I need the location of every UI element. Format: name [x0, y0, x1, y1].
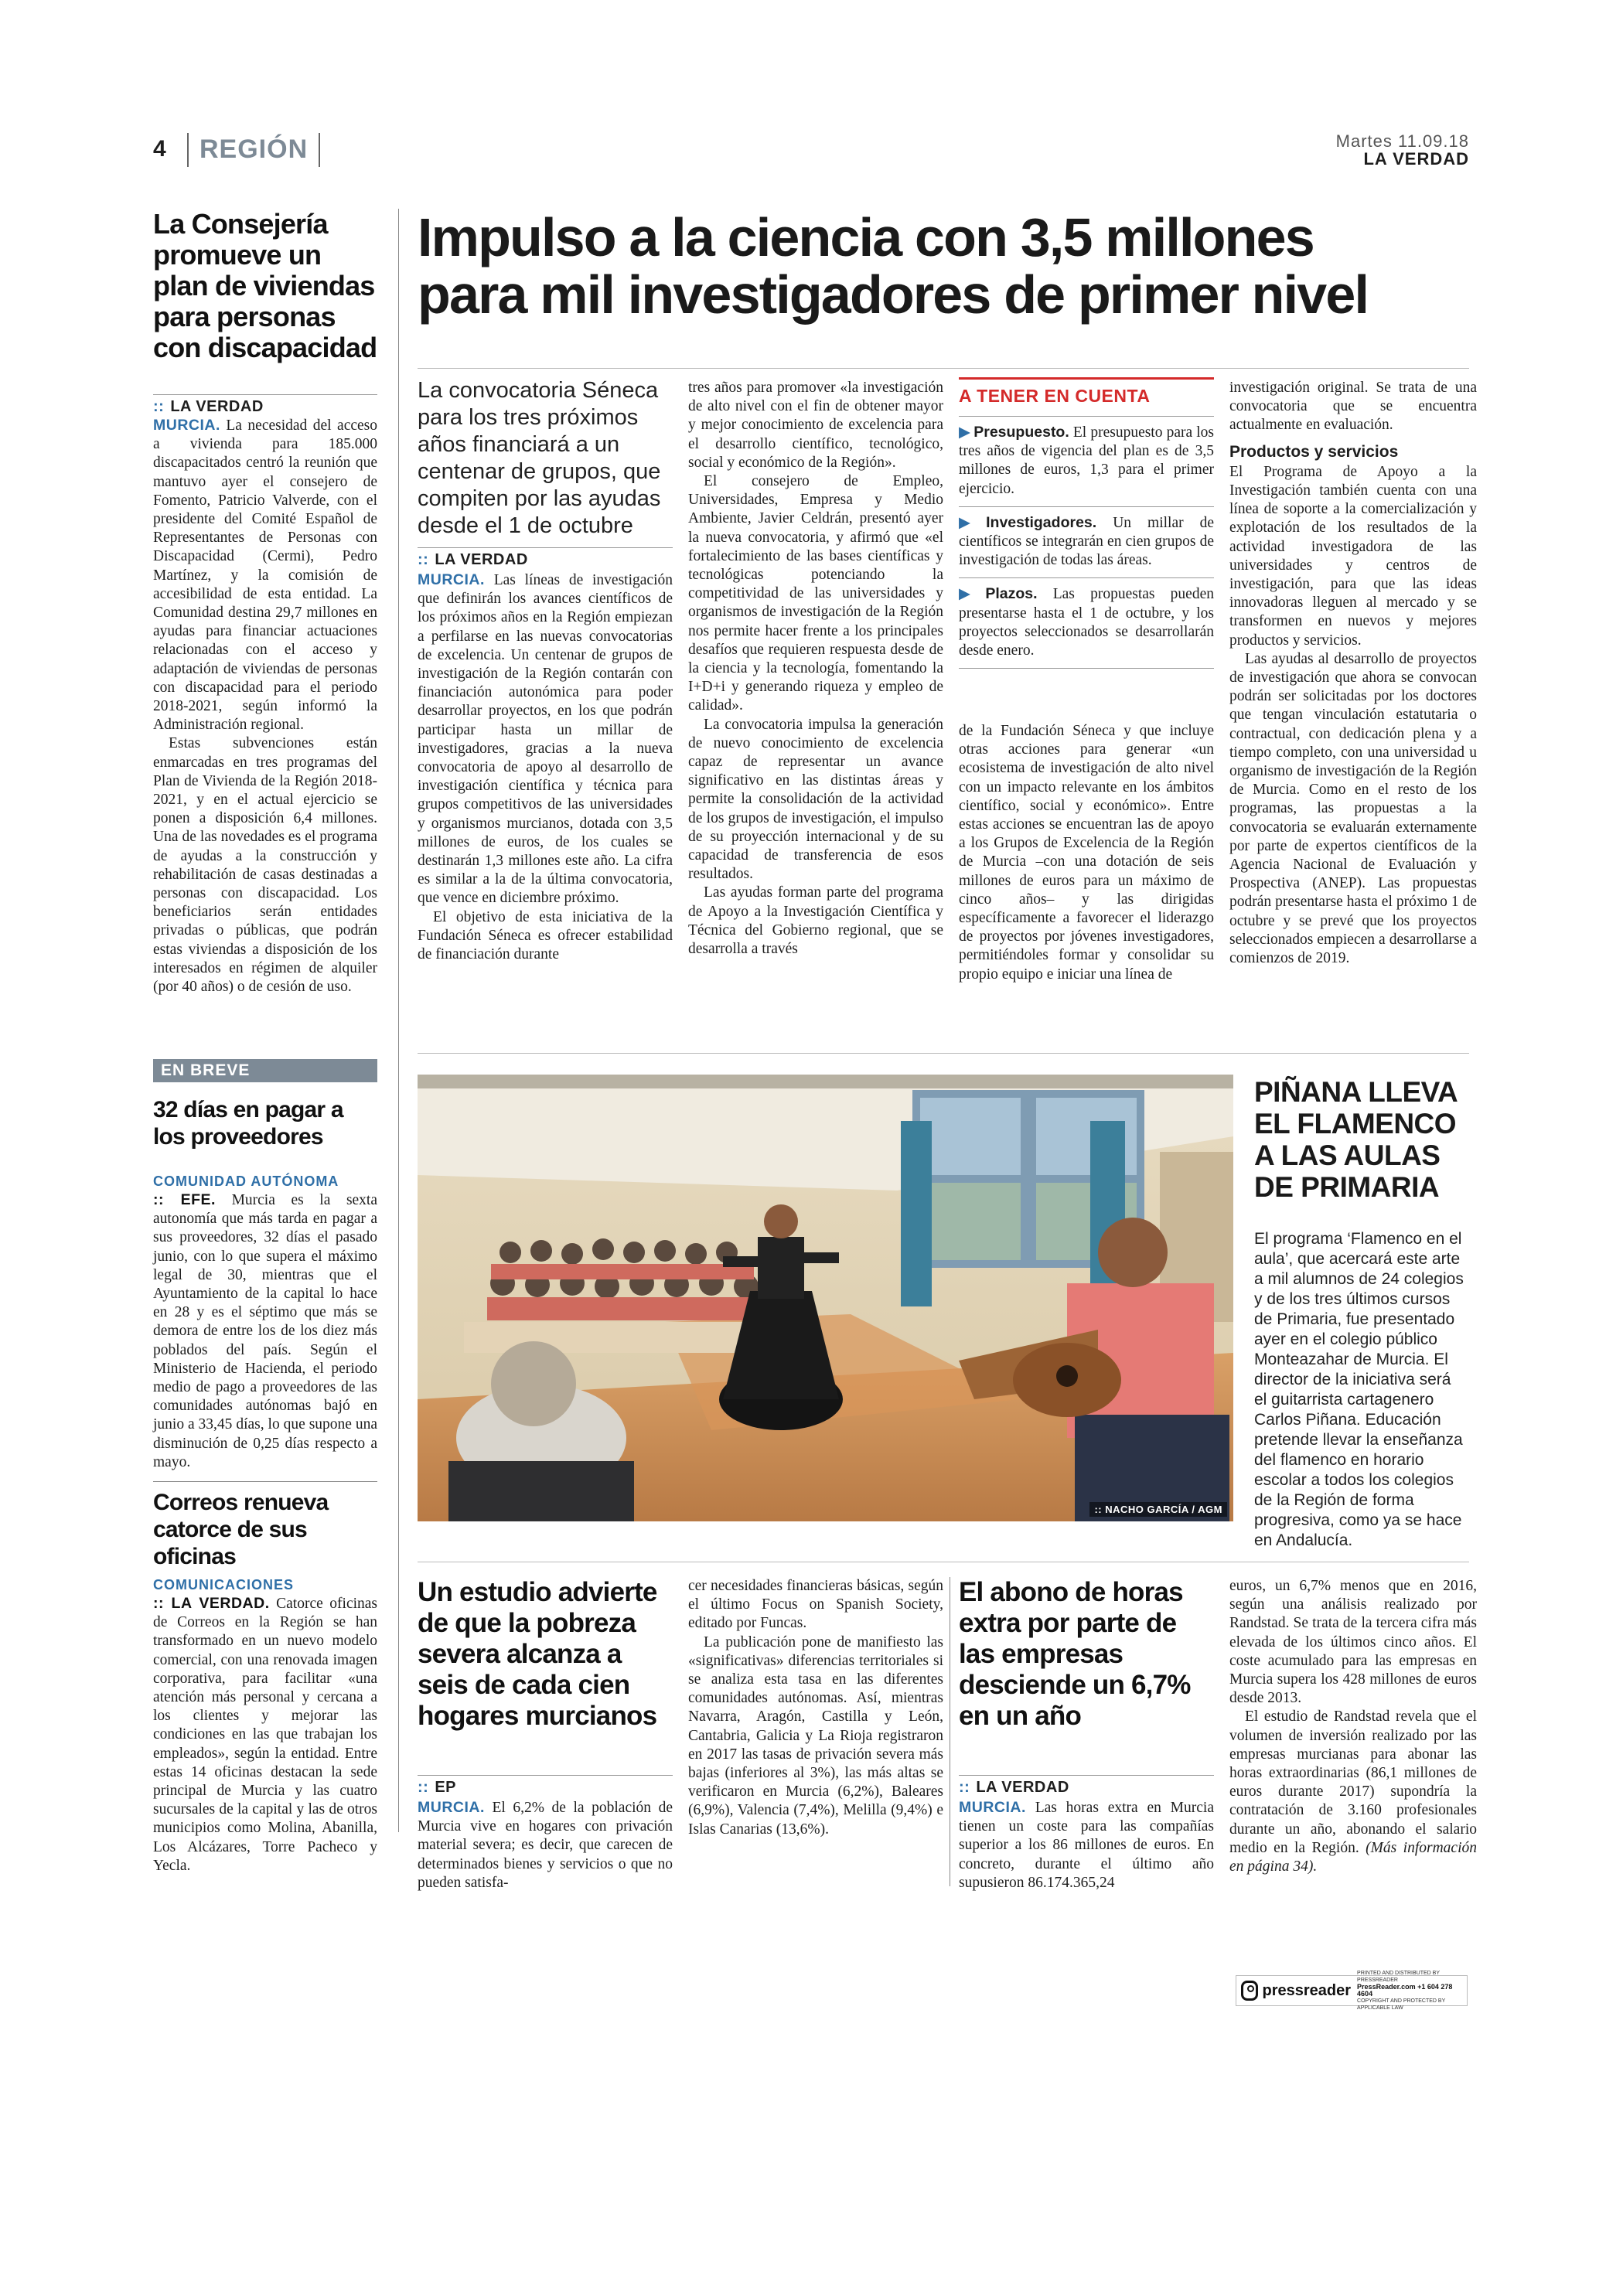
- brief2-headline: Correos renueva catorce de sus oficinas: [153, 1490, 329, 1569]
- header-rule-left: [187, 133, 189, 167]
- main-headline-line2: para mil investigadores de primer nivel: [418, 264, 1369, 325]
- pressreader-badge[interactable]: [1236, 1971, 1468, 2011]
- header-date: Martes 11.09.18: [1335, 131, 1469, 151]
- poverty-byline: [418, 1775, 673, 1797]
- factbox-item: ▶ Presupuesto. El presupuesto para los tres años de vigencia del plan es de 3,5 millones de euros, 1,3 para el primer ejercicio.: [959, 417, 1214, 507]
- sidebar-body: [153, 416, 377, 996]
- photo-credit: :: NACHO GARCÍA / AGM: [1089, 1502, 1227, 1517]
- location-tag: MURCIA.: [418, 1799, 485, 1816]
- overtime-col1: MURCIA. Las horas extra en Murcia tienen un coste para las compañías superior a los 86 millones de euros. En concreto, durante el último año supusieron 86.174.365,24: [959, 1799, 1214, 1891]
- byline-dots: ::: [959, 1779, 970, 1796]
- triangle-bullet-icon: ▶: [959, 586, 983, 603]
- poverty-col2: cer necesidades financieras básicas, según el último Focus on Spanish Society, editado por Funcas. La publicación pone de manifiesto las «significativas» diferencias territoriales si se analiza esta tasa en las diferentes comunidades autónomas. Así, mientras Navarra, Aragón, Castilla y León, Cantabria, Galicia y La Rioja registraron en 2017 las tasas de privación severa más bajas (inferiores al 3%), las más altas se verificaron en Murcia (6,2%), Baleares (6,9%), Valencia (7,4%), Melilla (9,4%) e Islas Canarias (13,6%).: [688, 1578, 943, 1838]
- page-number: 4: [153, 136, 166, 162]
- overtime-byline: [959, 1775, 1214, 1797]
- overtime-col2: euros, un 6,7% menos que en 2016, según una análisis realizado por Randstad. Se trata de la tercera cifra más elevada de los últimos cinco años. El coste acumulado para las empresas en Murcia supera los 428 millones de euros desde 2013. El estudio de Randstad revela que el volumen de inversión realizado por las empresas murcianas para abonar las horas extraordinarias (86,1 millones de euros durante 2017) supondría la contratación de 3.160 profesionales durante un año, abonando el salario medio en la Región. (Más información en página 34).: [1229, 1578, 1477, 1875]
- brief1-body: :: EFE. Murcia es la sexta autonomía que más tarda en pagar a sus proveedores, 32 días el pasado junio, con lo que supera el máximo legal de 30, mientras que el Ayuntamiento de la capital lo hace en 28 y es el séptimo que más se demora de entre los de los diez más poblados del país. Según el Ministerio de Hacienda, el periodo medio de pago a proveedores de las comunidades autónomas bajó en junio a 33,45 días, lo que supone una disminución de 0,25 días respecto a mayo.: [153, 1191, 378, 1470]
- factbox-item: ▶ Plazos. Las propuestas pueden presentarse hasta el 1 de octubre, y los proyectos seleccionados se desarrollarán desde enero.: [959, 578, 1214, 669]
- byline-source: LA VERDAD: [435, 551, 528, 568]
- factbox-title: A TENER EN CUENTA: [959, 380, 1214, 417]
- main-headline: [418, 209, 1485, 323]
- subhead-products: Productos y servicios: [1229, 442, 1399, 461]
- main-byline: [418, 547, 673, 569]
- sidebar-column-rule: [398, 209, 399, 1832]
- factbox-item: ▶ Investigadores. Un millar de científicos se integrarán en cien grupos de investigación de todas las áreas.: [959, 507, 1214, 579]
- en-breve-label: EN BREVE: [153, 1059, 377, 1082]
- poverty-col1: MURCIA. El 6,2% de la población de Murcia vive en hogares con privación material severa; es decir, que carecen de determinados bienes y servicios o que no pueden satisfa-: [418, 1799, 673, 1891]
- main-col4: investigación original. Se trata de una convocatoria que se encuentra actualmente en evaluación. Productos y servicios El Programa de Apoyo a la Investigación también cuenta con una línea de soporte a la comercialización y explotación de los resultados de la actividad investigadora de las universidades y centros de investigación, para que las ideas innovadoras lleguen al mercado y se transformen en nuevos y mejores productos y servicios. Las ayudas al desarrollo de proyectos de investigación que ahora se convocan podrán ser solicitadas por los doctores que tengan vinculación estatutaria o contractual, con dedicación plena y a tiempo completo, con una universidad u organismo de investigación de la Región de Murcia. Como en el resto de los programas, las propuestas a la convocatoria se evaluarán externamente por parte de expertos científicos de la Agencia Nacional de Evaluación y Prospectiva (ANEP). Las propuestas podrán presentarse hasta el próximo 1 de octubre y se prevé que los proyectos seleccionados empiecen a desarrollarse a comienzos de 2019.: [1229, 380, 1477, 967]
- pressreader-logo-icon: [1241, 1981, 1258, 2001]
- main-col3: de la Fundación Séneca y que incluye otras acciones para generar «un ecosistema de investigación de alto nivel con un impacto relevante en los ámbitos científico, social y económico». Entre estas acciones se encuentran las de apoyo a los Grupos de Excelencia de la Región de Murcia –con una dotación de seis millones de euros para un máximo de cinco años– y las dirigidas específicamente a favorecer el liderazgo de proyectos por jóvenes investigadores, permitiéndoles formar y consolidar su propio equipo e iniciar una línea de: [959, 723, 1214, 983]
- main-headline-line1: Impulso a la ciencia con 3,5 millones: [418, 207, 1314, 267]
- byline-dots: ::: [418, 551, 429, 568]
- location-tag: MURCIA.: [153, 417, 220, 434]
- location-tag: MURCIA.: [959, 1799, 1026, 1816]
- header-newspaper: LA VERDAD: [1363, 149, 1469, 169]
- sidebar-headline: La Consejería promueve un plan de viviendas para personas con discapacidad: [153, 208, 377, 363]
- main-col2: tres años para promover «la investigación de alto nivel con el fin de obtener mayor y mejor conocimiento de excelencia para el desarrollo científico, tecnológico, social y económico de la Región». El consejero de Empleo, Universidades, Empresa y Medio Ambiente, Javier Celdrán, presentó ayer la nueva convocatoria, y afirmó que «el fortalecimiento de las bases científicas y tecnológicas potenciando la competitividad de las universidades y organismos de investigación de la Región nos permite hacer frente a los principales desafíos que requieren respuesta desde de la ciencia y la tecnología, fomentando la I+D+i y generando riqueza y empleo de calidad». La convocatoria impulsa la generación de nuevo conocimiento de excelencia capaz de representar un avance significativo en las distintas áreas y permite la consolidación de la actividad de los grupos de investigación, el impulso de su proyección internacional y de su capacidad de transferencia de esos resultados. Las ayudas forman parte del programa de Apoyo a la Investigación Científica y Técnica del Gobierno regional, que se desarrolla a través: [688, 380, 943, 958]
- byline-source: EP: [435, 1779, 457, 1796]
- location-tag: MURCIA.: [418, 571, 485, 588]
- main-deck: La convocatoria Séneca para los tres próximos años financiará a un centenar de grupos, que compiten por las ayudas desde el 1 de octubre: [418, 378, 661, 538]
- brief-divider: [153, 1481, 377, 1482]
- pressreader-line1: PRINTED AND DISTRIBUTED BY PRESSREADER: [1357, 1971, 1440, 1983]
- flamenco-photo: [418, 1075, 1233, 1521]
- pressreader-line3: COPYRIGHT AND PROTECTED BY APPLICABLE LAW: [1357, 1998, 1446, 2011]
- brief2-byline: :: LA VERDAD.: [153, 1595, 270, 1612]
- section-label: REGIÓN: [199, 135, 309, 164]
- photo-story-text: El programa ‘Flamenco en el aula’, que acercará este arte a mil alumnos de 24 colegios y de los tres últimos cursos de Primaria, fue presentado ayer en el colegio público Monteazahar de Murcia. El director de la iniciativa será el guitarrista cartagenero Carlos Piñana. Educación pretende llevar la enseñanza del flamenco en horario escolar a todos los colegios de la Región de forma progresiva, como ya se hace en Andalucía.: [1254, 1230, 1464, 1549]
- flamenco-photo-illustration: [418, 1075, 1233, 1521]
- poverty-headline: Un estudio advierte de que la pobreza severa alcanza a seis de cada cien hogares murcianos: [418, 1577, 657, 1731]
- cross-reference: (Más información en página 34).: [1229, 1839, 1477, 1875]
- factbox: [959, 377, 1214, 669]
- brief1-headline: 32 días en pagar a los proveedores: [153, 1097, 343, 1150]
- photo-story-headline: PIÑANA LLEVA EL FLAMENCO A LAS AULAS DE PRIMARIA: [1254, 1076, 1457, 1203]
- brief1-section: COMUNIDAD AUTÓNOMA: [153, 1174, 339, 1189]
- sidebar-paragraph: MURCIA. La necesidad del acceso a vivienda para 185.000 discapacitados centró la reunión que mantuvo ayer el consejero de Fomento, Patricio Valverde, con el presidente del Comité Español de Representantes de Personas con Discapacidad (Cermi), Pedro Martínez, y la comisión de accesibilidad de esta entidad. La Comunidad destina 29,7 millones en ayudas para financiar actuaciones relacionadas con el acceso y adaptación de viviendas de personas con discapacidad para el periodo 2018-2021, según informó la Administración regional.: [153, 417, 377, 734]
- triangle-bullet-icon: ▶: [959, 424, 971, 441]
- main-story-bottom-rule: [418, 1053, 1469, 1054]
- headline-underline: [418, 368, 1469, 369]
- main-col1: MURCIA. Las líneas de investigación que definirán los avances científicos de los próximos años en la Región empiezan a perfilarse en las nuevas convocatorias de excelencia. Un centenar de grupos de investigación de la Región contarán con financiación autonómica para poder desarrollar proyectos, en los que podrán participar hasta un millar de investigadores, gracias a la nueva convocatoria de apoyo al desarrollo de investigación científica y técnica para grupos competitivos de las universidades y organismos murcianos, dotada con 3,5 millones de euros, de los cuales se destinarán 1,3 millones este año. La cifra es similar a la de la última convocatoria, que vence en diciembre próximo. El objetivo de esta iniciativa de la Fundación Séneca es ofrecer estabilidad de financiación durante: [418, 571, 673, 963]
- pressreader-brand: pressreader: [1262, 1981, 1352, 1999]
- brief2-section: COMUNICACIONES: [153, 1577, 295, 1593]
- byline-dots: ::: [418, 1779, 429, 1796]
- sidebar-paragraph: Estas subvenciones están enmarcadas en tres programas del Plan de Vivienda de la Región 2018-2021, y en el actual ejercicio se ponen a disposición 6,4 millones. Una de las novedades es el programa de ayudas a la construcción y rehabilitación de casas destinadas a personas con discapacidad. Los beneficiarios serán entidades privadas o públicas, que podrán estas viviendas a disposición de los interesados en régimen de alquiler (por 40 años) o de cesión de uso.: [153, 735, 377, 996]
- brief1-byline: :: EFE.: [153, 1191, 216, 1208]
- pressreader-line2: PressReader.com +1 604 278 4604: [1357, 1983, 1453, 1998]
- triangle-bullet-icon: ▶: [959, 514, 984, 531]
- byline-source: LA VERDAD: [170, 398, 264, 415]
- brief2-body: :: LA VERDAD. Catorce oficinas de Correos en la Región se han transformado en un nuevo modelo comercial, con una renovada imagen corporativa, para facilitar «una atención más personal y cercana a los clientes y mejorar las condiciones en las que trabajan los empleados», según la entidad. Entre estas 14 oficinas destacan la sede principal de Murcia y las cuatro sucursales de la capital y las de otros municipios como Molina, Abanilla, Los Alcázares, Torre Pacheco y Yecla.: [153, 1595, 378, 1874]
- header-rule-right: [319, 133, 320, 167]
- overtime-headline: El abono de horas extra por parte de las empresas desciende un 6,7% en un año: [959, 1577, 1191, 1731]
- byline-dots: ::: [153, 398, 165, 415]
- byline-source: LA VERDAD: [976, 1779, 1069, 1796]
- sidebar-byline: [153, 394, 377, 416]
